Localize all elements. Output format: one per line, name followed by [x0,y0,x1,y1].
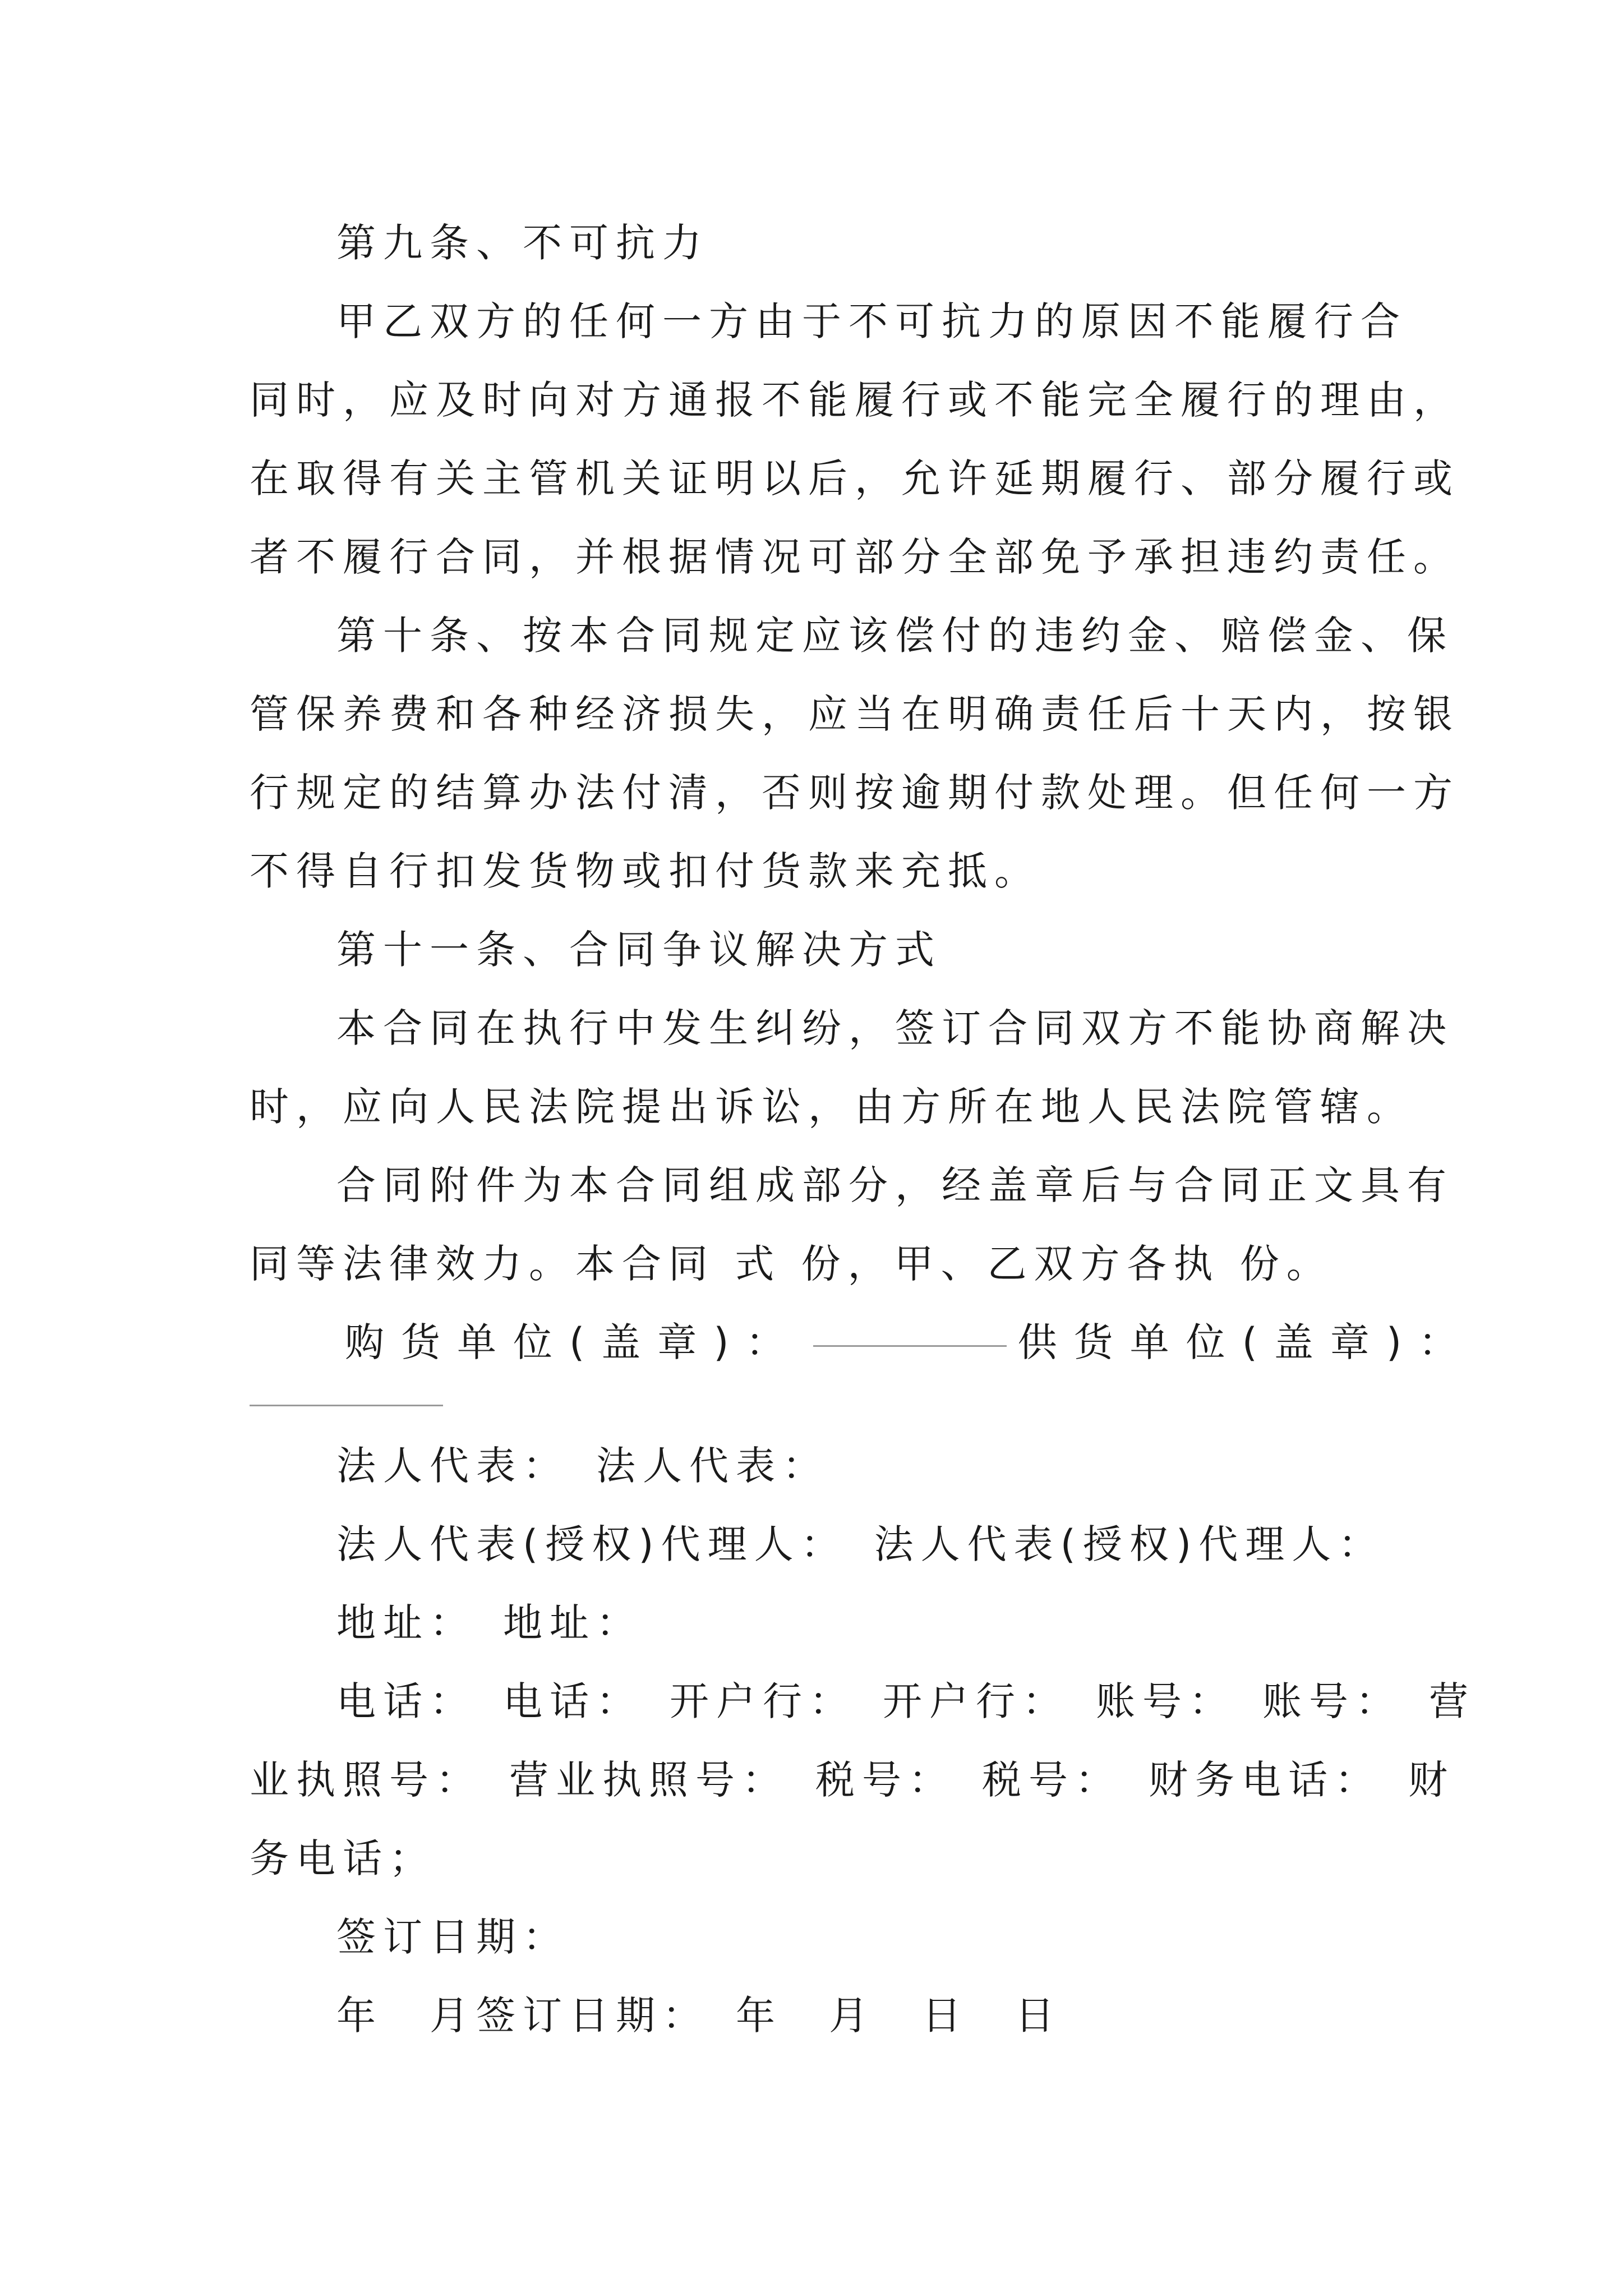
agent-line: 法人代表(授权)代理人： 法人代表(授权)代理人： [336,1521,1385,1567]
article-9-title: 第九条、不可抗力 [336,220,709,266]
attachment-line-1: 合同附件为本合同组成部分，经盖章后与合同正文具有 [336,1162,1454,1208]
article-10-line-1: 第十条、按本合同规定应该偿付的违约金、赔偿金、保 [336,613,1454,659]
article-9-line-2: 同时，应及时向对方通报不能履行或不能完全履行的理由， [250,377,1460,423]
date-line: 年 月签订日期： 年 月 日 日 [336,1993,1062,2039]
buyer-label: 购货单位(盖章)： [345,1319,802,1365]
article-9-line-4: 者不履行合同，并根据情况可部分全部免予承担违约责任。 [250,534,1460,580]
article-9-line-3: 在取得有关主管机关证明以后，允许延期履行、部分履行或 [250,455,1460,501]
contacts-line-3: 务电话； [250,1835,436,1881]
buyer-blank [813,1343,1007,1347]
article-10-line-4: 不得自行扣发货物或扣付货款来充抵。 [250,848,1041,894]
contacts-line-1: 电话： 电话： 开户行： 开户行： 账号： 账号： 营 [336,1678,1476,1724]
contacts-line-2: 业执照号： 营业执照号： 税号： 税号： 财务电话： 财 [250,1757,1455,1803]
article-10-line-3: 行规定的结算办法付清，否则按逾期付款处理。但任何一方 [250,770,1460,816]
sign-date-line: 签订日期： [336,1914,569,1960]
article-11-line-2: 时，应向人民法院提出诉讼，由方所在地人民法院管辖。 [250,1084,1413,1130]
seller-blank-line [250,1405,443,1406]
legal-rep-line: 法人代表： 法人代表： [336,1443,829,1489]
signature-units-line [345,1309,1475,1376]
article-11-title: 第十一条、合同争议解决方式 [336,927,942,973]
seller-label: 供货单位(盖章)： [1017,1319,1475,1365]
article-11-line-1: 本合同在执行中发生纠纷，签订合同双方不能协商解决 [336,1005,1454,1051]
article-10-line-2: 管保养费和各种经济损失，应当在明确责任后十天内，按银 [250,691,1460,737]
address-line: 地址： 地址： [336,1600,643,1646]
article-9-line-1: 甲乙双方的任何一方由于不可抗力的原因不能履行合 [336,298,1407,344]
attachment-line-2: 同等法律效力。本合同 式 份，甲、乙双方各执 份。 [250,1241,1333,1287]
